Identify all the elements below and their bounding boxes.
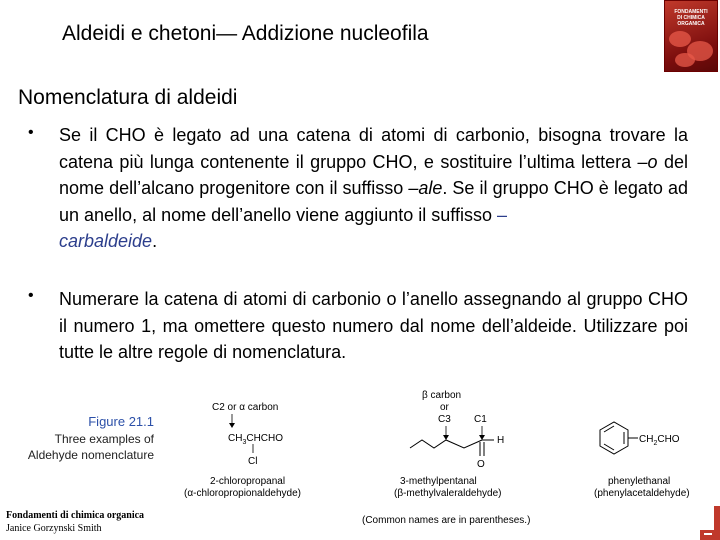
figure-caption-line: Three examples of	[54, 432, 154, 446]
book-cover-line: FONDAMENTI	[674, 9, 708, 15]
ex2-carbon-chain	[410, 440, 482, 448]
bullet-paragraph-1	[59, 122, 688, 255]
bullet-marker: •	[28, 124, 34, 141]
ex2-h-label: H	[497, 435, 505, 446]
publisher-logo-mark	[700, 506, 720, 540]
ex1-formula: $CH_3CHCHO$	[228, 433, 284, 446]
book-credit-author: Janice Gorzynski Smith	[6, 523, 102, 534]
slide-title: Aldeidi e chetoni— Addizione nucleofila	[62, 22, 429, 45]
ex3-common-name: (phenylacetaldehyde)	[594, 488, 690, 499]
suffix-highlight: carbaldeide	[59, 231, 153, 251]
figure-caption	[0, 431, 154, 463]
book-cover-line: DI CHIMICA	[677, 15, 705, 21]
ex1-name: 2-chloropropanal	[210, 476, 286, 487]
ex2-pointer-arrow	[479, 435, 485, 440]
bullet-italic-text: –o	[637, 151, 658, 172]
ex2-or-text: or	[440, 402, 449, 413]
ex2-common-name: (β-methylvaleraldehyde)	[394, 488, 502, 499]
ex2-o-label: O	[477, 459, 485, 470]
ex1-common-name: (α-chloropropionaldehyde)	[184, 488, 301, 499]
figure-label: Figure 21.1	[88, 414, 154, 429]
logo-stripe	[704, 533, 712, 535]
book-credit-title: Fondamenti di chimica organica	[6, 510, 145, 521]
bullet-text: del nome dell’alcano progenitore con il suffisso	[59, 151, 688, 198]
bullet-text: .	[152, 231, 158, 251]
aldehyde-nomenclature-figure	[178, 386, 720, 540]
bullet-text: Se il CHO è legato ad una catena di atomi di carbonio, bisogna trovare la catena più lunga contenente il gruppo CHO, e sostituire l’ultima lettera	[59, 125, 688, 172]
bullet-paragraph-2: Numerare la catena di atomi di carbonio o l’anello assegnando al gruppo CHO il numero 1, ma omettere questo numero dal nome dell’aldeide. Utilizzare poi tutte le altre regole di nomenclatura.	[59, 289, 688, 362]
flower-petal-shape	[675, 53, 695, 67]
ex1-substituent: Cl	[248, 456, 258, 467]
bullet-italic-text: –ale	[408, 178, 443, 198]
bullet-marker: •	[28, 287, 34, 304]
bullet-text: . Se il gruppo CHO è legato ad un anello, al nome dell’anello viene aggiunto il suffisso	[59, 178, 688, 225]
figure-footnote: (Common names are in parentheses.)	[362, 515, 531, 526]
flower-petal-shape	[669, 31, 691, 47]
ex2-c3-label: C3	[438, 414, 451, 425]
book-credit	[6, 509, 144, 535]
book-cover-line: ORGANICA	[677, 21, 705, 27]
ex3-side-chain: $CH_2CHO$	[639, 434, 680, 447]
book-cover-title	[665, 9, 717, 27]
ex3-name: phenylethanal	[608, 476, 671, 487]
ex1-pointer-arrow	[229, 423, 235, 428]
section-heading: Nomenclatura di aldeidi	[18, 86, 238, 109]
figure-caption-line: Aldehyde nomenclature	[27, 448, 154, 462]
ex2-name: 3-methylpentanal	[400, 476, 477, 487]
ex2-c1-label: C1	[474, 414, 487, 425]
bullet-dash: –	[496, 204, 507, 225]
ex2-beta-label: β carbon	[422, 390, 462, 401]
ex1-top-label: C2 or α carbon	[212, 402, 279, 413]
book-cover-image	[664, 0, 718, 72]
